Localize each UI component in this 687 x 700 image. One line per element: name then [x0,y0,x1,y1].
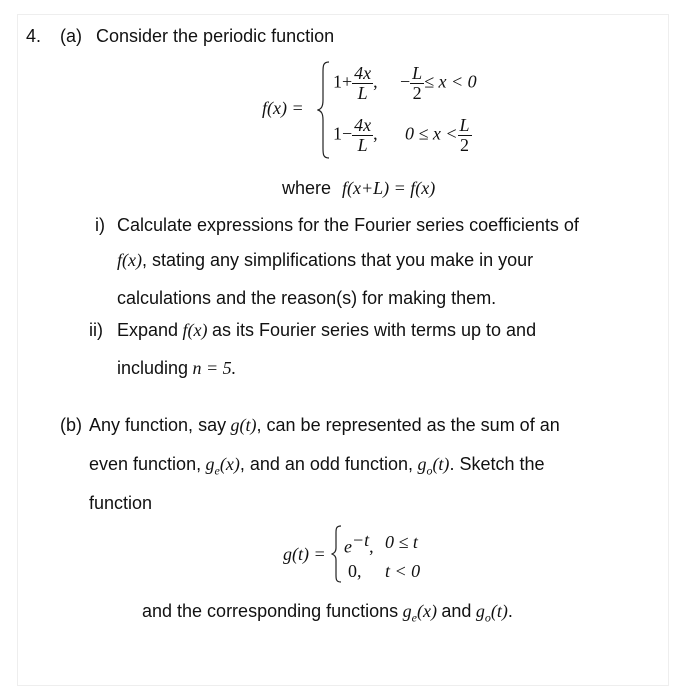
item-i-label: i) [95,215,105,235]
f-case-1-comma: , [373,71,378,92]
f-case-2-prefix: 1− [333,123,353,144]
ge-sub: e [214,463,220,478]
g-case-1 [344,530,374,557]
go-sub: o [426,463,433,478]
go-g: g [417,454,427,474]
item-i-line2 [117,250,533,271]
item-i-line1: Calculate expressions for the Fourier series coefficients of [117,215,579,235]
f-case-2-frac-num: 4x [354,115,372,135]
g-case-1-cond: 0 ≤ t [385,532,418,552]
final-ge-arg: (x) [416,601,437,621]
g-case-1-exp: −t [352,530,370,550]
item-ii-n-math: n = 5. [192,358,237,378]
f-case-1-prefix: 1+ [333,71,353,92]
f-case-1-frac-den: L [357,83,368,103]
where-math: f(x+L) = f(x) [342,178,436,198]
f-case-1-cond-sign: − [400,71,411,92]
f-case-2-cond-num: L [459,115,470,135]
g-case-1-base: e [344,536,352,557]
final-dot: . [507,601,513,621]
item-i-line2-text: , stating any simplifications that you make in your [141,250,534,270]
f-case-2-comma: , [373,123,378,144]
item-i-line3: calculations and the reason(s) for making them. [117,288,497,308]
item-ii-line1 [117,320,536,341]
f-case-2-condition [405,116,472,155]
final-ge-g: g [402,601,412,621]
final-go-g: g [475,601,485,621]
part-b-g-math: g(t) [230,415,257,435]
item-ii-math: f(x) [182,320,208,340]
ge-g: g [205,454,215,474]
final-ge-sub: e [411,610,417,625]
f-case-2-frac-den: L [357,135,368,155]
g-case-2-cond: t < 0 [385,561,421,581]
go-arg: (t) [432,454,450,474]
where-text: where [282,178,332,198]
part-b-line1 [89,415,560,436]
final-and: and [441,601,472,621]
item-ii-label: ii) [89,320,103,340]
item-i-math: f(x) [117,250,142,270]
part-b-line2-pre: even function, [89,454,202,474]
part-b-label: (b) [60,415,82,435]
final-go-arg: (t) [490,601,508,621]
f-case-2-cond-den: 2 [460,135,470,155]
f-case-1-cond-den: 2 [412,83,422,103]
part-b-line2-post: . Sketch the [449,454,545,474]
part-a-label: (a) [60,26,82,46]
part-b-final-line [142,601,513,626]
item-ii-line1-pre: Expand [117,320,179,340]
f-case-2-cond-lead: 0 ≤ x < [405,123,458,144]
item-ii-line2 [117,358,236,379]
f-case-1-cond-num: L [412,63,423,83]
part-b-line1-post: , can be represented as the sum of an [256,415,560,435]
final-pre: and the corresponding functions [142,601,399,621]
left-brace-g-icon [331,524,343,584]
left-brace-icon [317,60,331,160]
final-go-sub: o [484,610,491,625]
f-case-1-condition [400,64,477,103]
page-frame [17,14,669,686]
f-case-2 [333,116,378,155]
f-case-1-cond-rest: ≤ x < 0 [424,71,477,92]
part-b-line3: function [89,493,153,513]
item-ii-line1-post: as its Fourier series with terms up to and [211,320,537,340]
function-g-name: g(t) = [283,544,326,564]
part-b-line2 [89,454,545,479]
question-number: 4. [26,26,42,46]
part-b-line2-mid: , and an odd function, [239,454,413,474]
item-ii-line2-pre: including [117,358,189,378]
ge-arg: (x) [219,454,240,474]
part-a-intro: Consider the periodic function [96,26,335,46]
function-f-name: f(x) = [262,98,304,118]
g-case-1-comma: , [369,536,374,557]
f-case-1 [333,64,378,103]
part-b-line1-pre: Any function, say [89,415,227,435]
f-case-1-frac-num: 4x [354,63,372,83]
g-case-2-value: 0, [348,561,362,581]
